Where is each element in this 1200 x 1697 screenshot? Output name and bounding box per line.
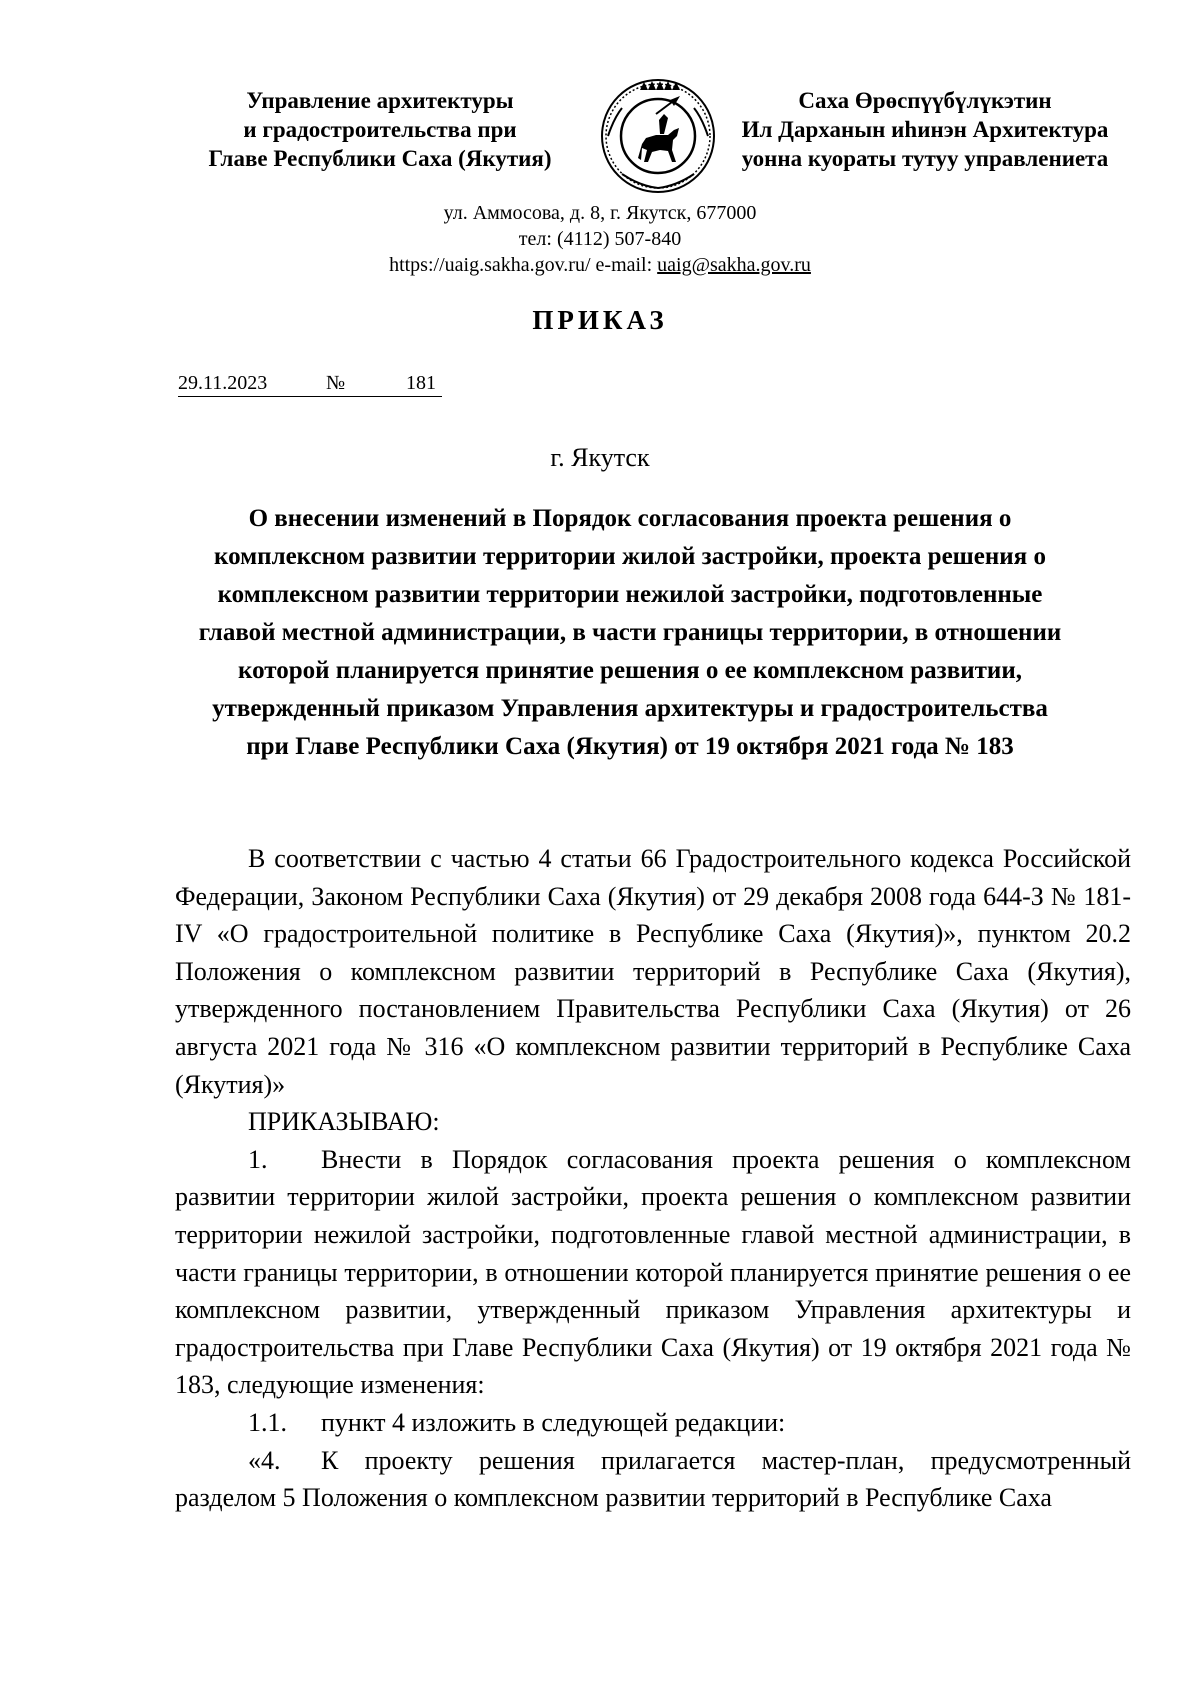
address: ул. Аммосова, д. 8, г. Якутск, 677000 [443, 202, 757, 224]
web-line [300, 252, 900, 278]
org-name-russian [170, 86, 590, 173]
document-title: ПРИКАЗ [532, 305, 668, 335]
item-4-label: «4. [248, 1445, 281, 1475]
document-date: 29.11.2023 [178, 372, 268, 394]
org-name-line: Главе Республики Саха (Якутия) [208, 146, 552, 171]
contact-block [300, 200, 900, 278]
number-sign: № [326, 372, 346, 394]
phone: тел: (4112) 507-840 [518, 228, 682, 250]
item-4-paragraph [175, 1442, 1131, 1517]
email-label: e-mail: [595, 254, 653, 276]
org-name-line: Ил Дарханын иһинэн Архитектура [741, 117, 1109, 142]
coat-of-arms-emblem-icon [600, 78, 716, 194]
org-name-line: и градостроительства при [243, 117, 517, 142]
city: г. Якутск [550, 443, 650, 472]
website-link[interactable]: https://uaig.sakha.gov.ru/ [389, 254, 591, 276]
item-1-label: 1. [248, 1144, 268, 1174]
item-1-paragraph [175, 1141, 1131, 1404]
item-1-1-text: пункт 4 изложить в следующей редакции: [321, 1407, 786, 1437]
document-body [175, 840, 1131, 1517]
item-1-text: Внести в Порядок согласования проекта решения о комплексном развитии территории жилой застройки, проекта решения о комплексном развитии территории нежилой застройки, подготовленные главой местной администрации, в части границы территории, в отношении которой планируется принятие решения о ее комплексном развитии, утвержденный приказом Управления архитектуры и градостроительства при Главе Республики Саха (Якутия) от 19 октября 2021 года № 183, следующие изменения: [175, 1144, 1131, 1400]
document-subject: О внесении изменений в Порядок согласования проекта решения о комплексном развитии территории жилой застройки, проекта решения о комплексном развитии территории нежилой застройки, подготовленные главой местной администрации, в части границы территории, в отношении которой планируется принятие решения о ее комплексном развитии, утвержденный приказом Управления архитектуры и градостроительства при Главе Республики Саха (Якутия) от 19 октября 2021 года № 183 [198, 505, 1062, 760]
date-number-line [178, 372, 442, 397]
org-name-line: уонна куораты тутуу управлениета [741, 146, 1109, 171]
item-4-text: К проекту решения прилагается мастер-план, предусмотренный разделом 5 Положения о комплексном развитии территорий в Республике Саха [175, 1445, 1131, 1513]
org-name-line: Управление архитектуры [246, 88, 514, 113]
document-number: 181 [406, 372, 436, 394]
item-1-1-label: 1.1. [248, 1407, 287, 1437]
org-name-line: Саха Өрөспүүбүлүкэтин [798, 88, 1052, 113]
preamble-paragraph: В соответствии с частью 4 статьи 66 Градостроительного кодекса Российской Федерации, Законом Республики Саха (Якутия) от 29 декабря 2008 года 644-З № 181-IV «О градостроительной политике в Республике Саха (Якутия)», пунктом 20.2 Положения о комплексном развитии территорий в Республике Саха (Якутия), утвержденного постановлением Правительства Республики Саха (Якутия) от 26 августа 2021 года № 316 «О комплексном развитии территорий в Республике Саха (Якутия)» [175, 844, 1131, 1099]
org-name-yakut [715, 86, 1135, 173]
email-link[interactable]: uaig@sakha.gov.ru [657, 254, 811, 276]
item-1-1-paragraph [175, 1404, 1131, 1442]
order-word: ПРИКАЗЫВАЮ: [248, 1107, 440, 1137]
